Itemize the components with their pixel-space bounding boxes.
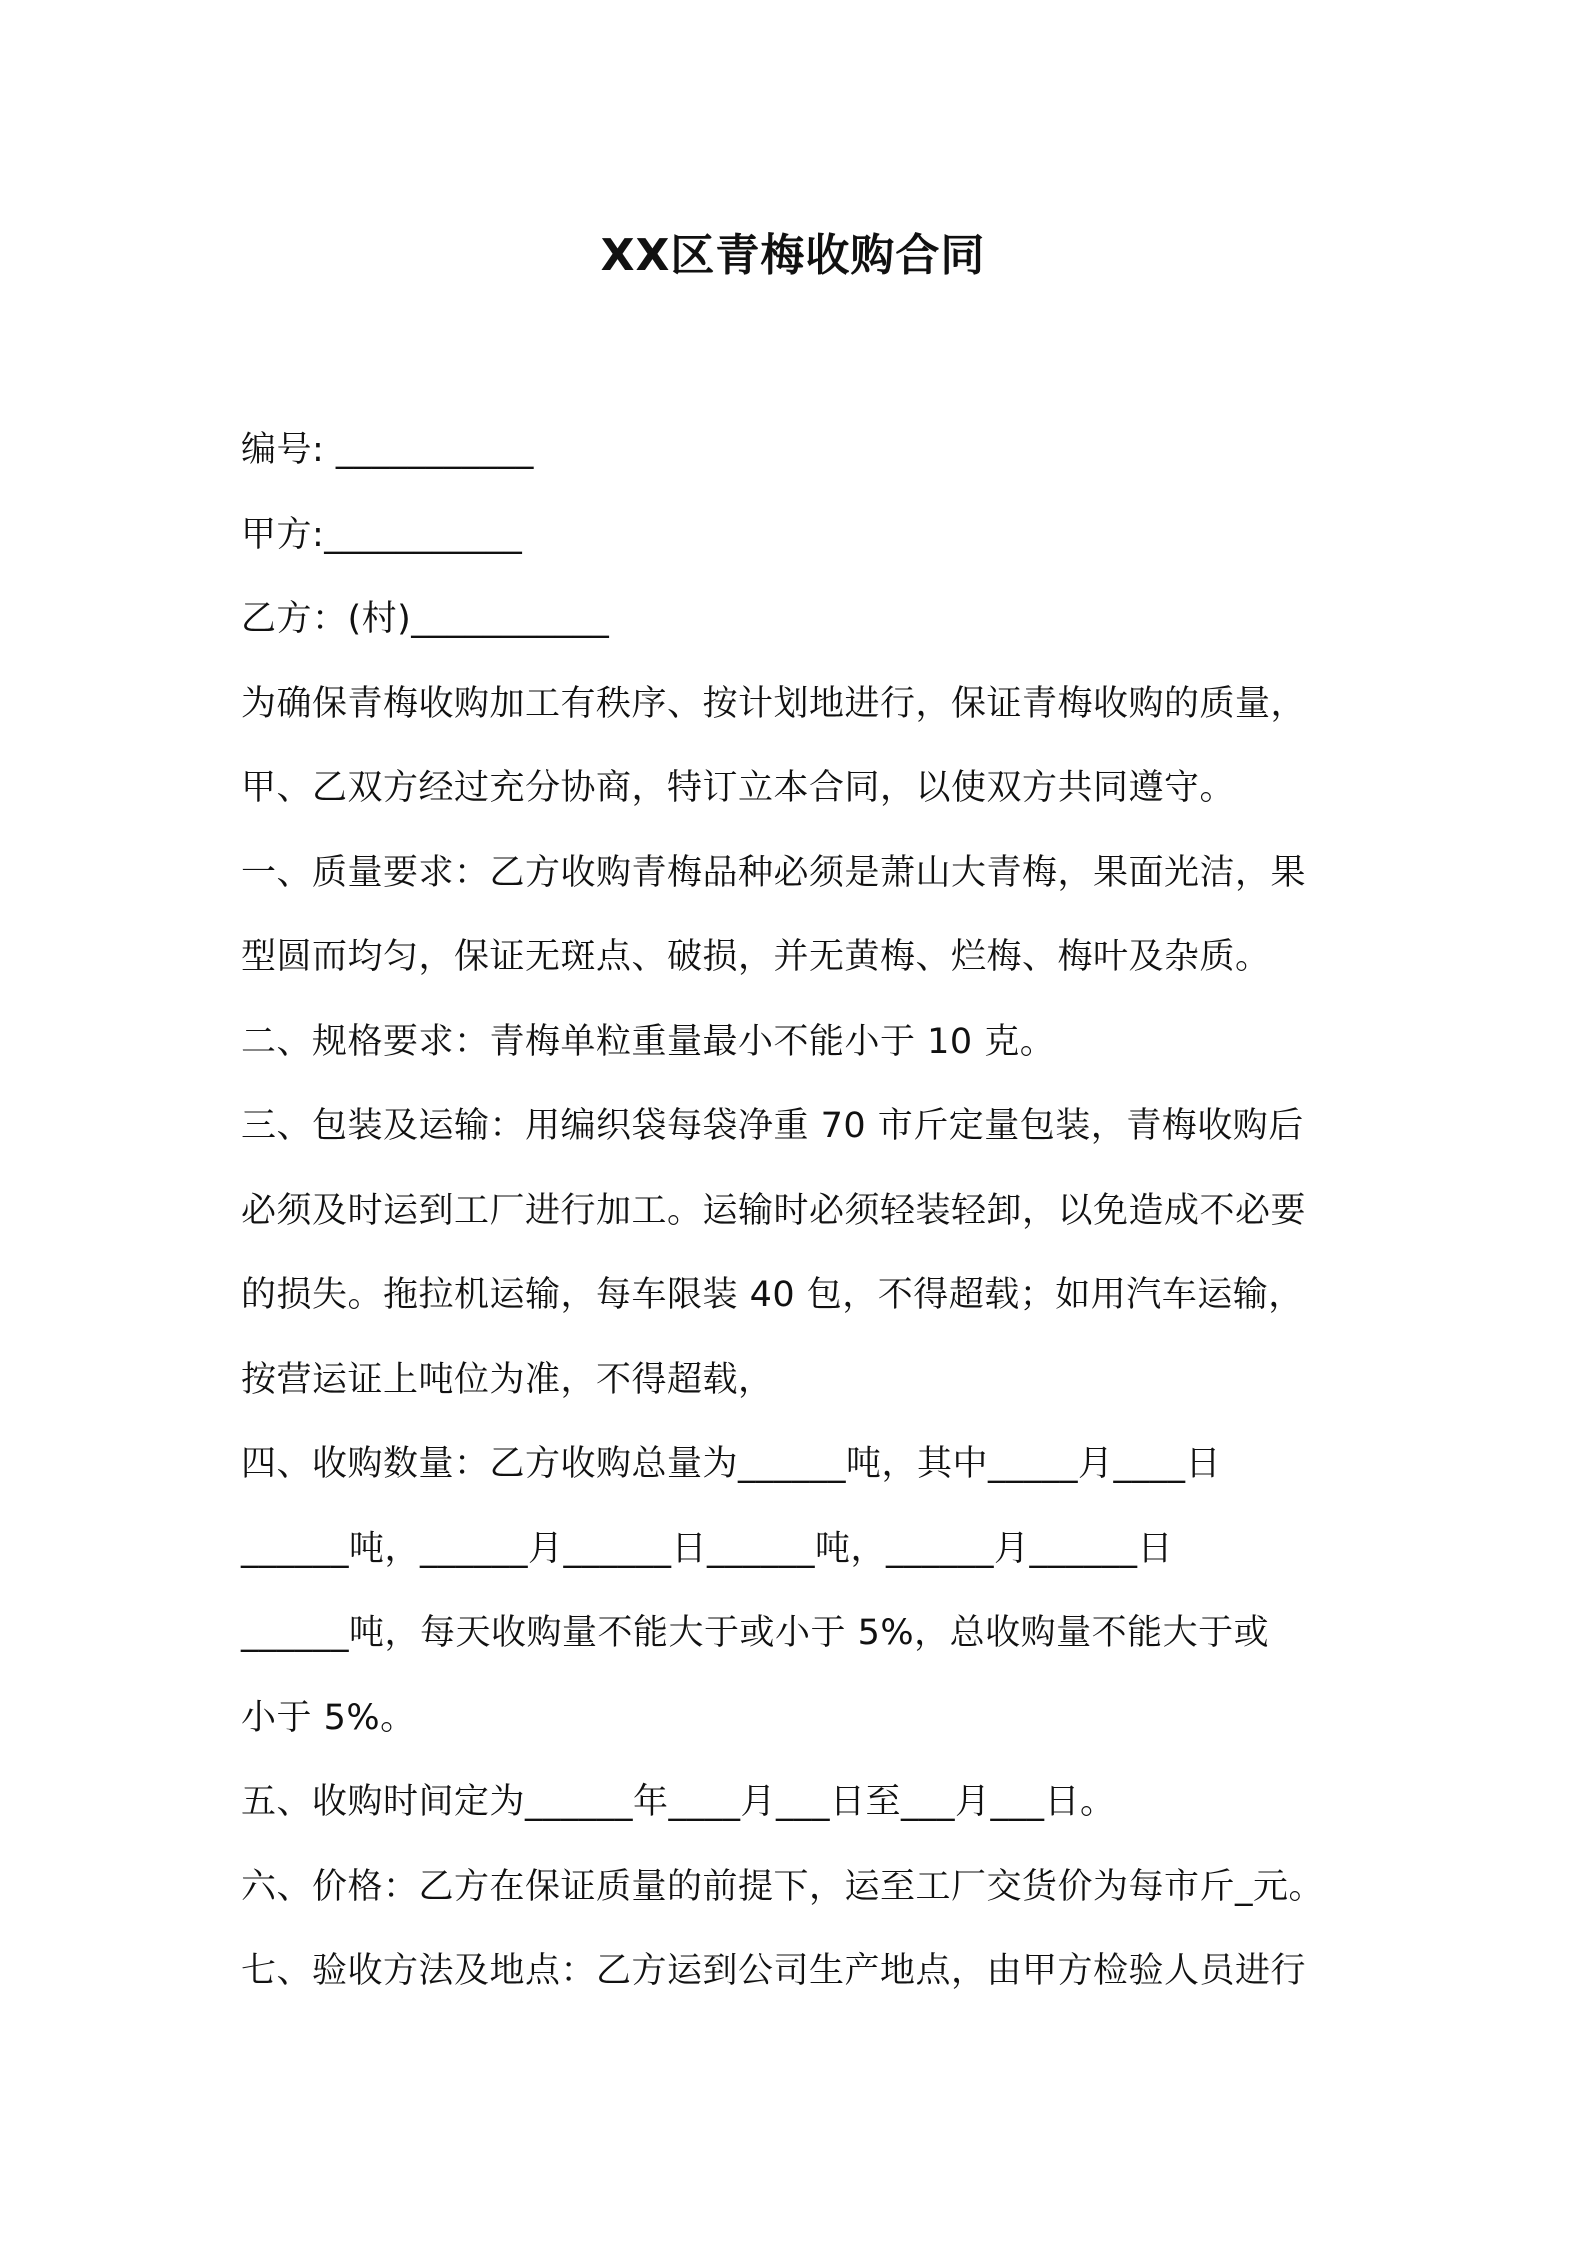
- clause-4-line-1: 四、收购数量：乙方收购总量为______吨，其中_____月____日: [241, 1444, 1222, 1484]
- clause-3-line-3: 的损失。拖拉机运输，每车限装 40 包，不得超载；如用汽车运输，: [241, 1275, 1304, 1315]
- clause-7-line-1: 七、验收方法及地点：乙方运到公司生产地点，由甲方检验人员进行: [241, 1951, 1307, 1991]
- clause-1-line-1: 一、质量要求：乙方收购青梅品种必须是萧山大青梅，果面光洁，果: [241, 852, 1307, 893]
- clause-3-line-1: 三、包装及运输：用编织袋每袋净重 70 市斤定量包装，青梅收购后: [241, 1106, 1304, 1146]
- clause-1-line-2: 型圆而均匀，保证无斑点、破损，并无黄梅、烂梅、梅叶及杂质。: [241, 937, 1271, 977]
- clause-6-line-1: 六、价格：乙方在保证质量的前提下，运至工厂交货价为每市斤_元。: [241, 1866, 1325, 1907]
- clause-3-line-2: 必须及时运到工厂进行加工。运输时必须轻装轻卸，以免造成不必要: [241, 1190, 1307, 1231]
- clause-4-line-3: ______吨，每天收购量不能大于或小于 5%，总收购量不能大于或: [241, 1613, 1270, 1653]
- preamble-line-1: 为确保青梅收购加工有秩序、按计划地进行，保证青梅收购的质量，: [241, 683, 1307, 724]
- party-a-line: 甲方:___________: [241, 514, 523, 555]
- contract-number-line: 编号: ___________: [241, 430, 534, 470]
- party-b-line: 乙方：(村)___________: [241, 599, 610, 639]
- document-body: [241, 408, 1381, 2014]
- clause-2-line-1: 二、规格要求：青梅单粒重量最小不能小于 10 克。: [241, 1021, 1056, 1062]
- document-title: XX区青梅收购合同: [600, 230, 986, 281]
- clause-4-line-4: 小于 5%。: [241, 1697, 416, 1738]
- clause-5-line-1: 五、收购时间定为______年____月___日至___月___日。: [241, 1782, 1116, 1822]
- preamble-line-2: 甲、乙双方经过充分协商，特订立本合同，以使双方共同遵守。: [241, 768, 1236, 808]
- clause-4-line-2: ______吨，______月______日______吨，______月______日: [241, 1528, 1174, 1569]
- clause-3-line-4: 按营运证上吨位为准，不得超载，: [241, 1359, 774, 1400]
